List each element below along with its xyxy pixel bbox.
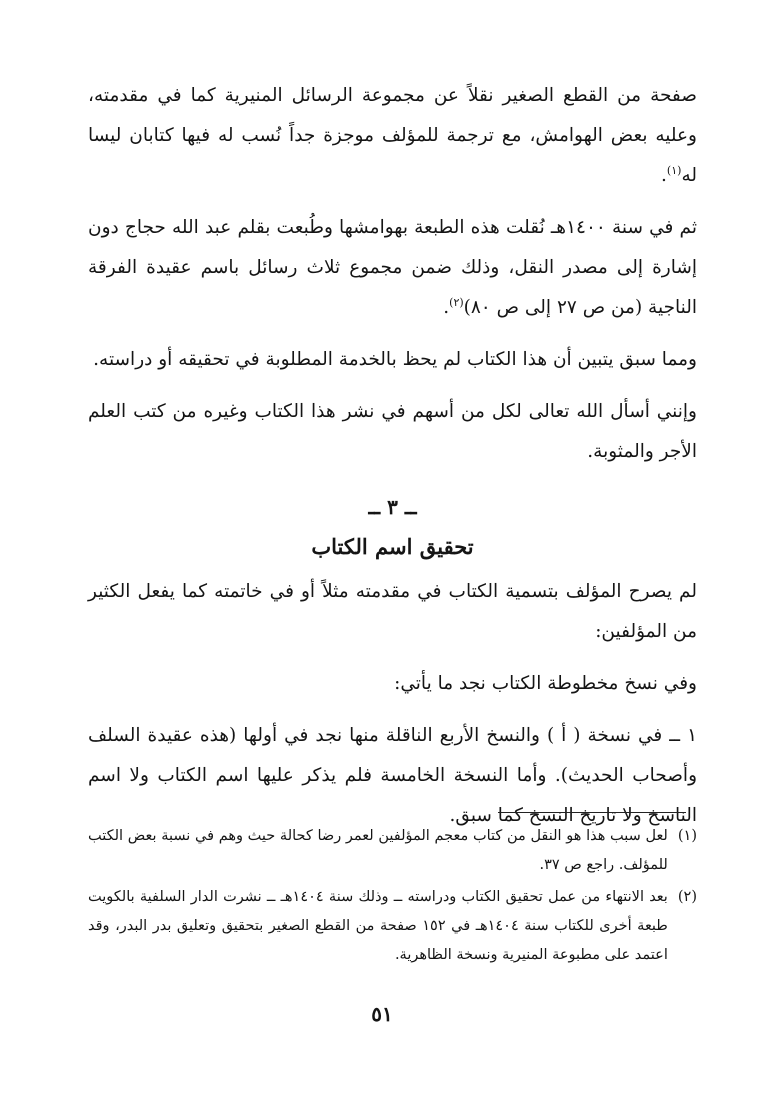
footnote-2-marker: (٢) xyxy=(677,889,697,905)
section-paragraph-3: ١ ــ في نسخة ( أ ) والنسخ الأربع الناقلة منها نجد في أولها (هذه عقيدة السلف وأصحاب الحديث). وأما النسخة الخامسة فلم يذكر عليها اسم الكتاب ولا اسم الناسخ ولا تاريخ النسخ كما سبق. xyxy=(88,725,697,826)
section-paragraph-1: لم يصرح المؤلف بتسمية الكتاب في مقدمته مثلاً أو في خاتمته كما يفعل الكثير من المؤلفين: xyxy=(88,581,697,642)
paragraph-2 xyxy=(88,208,697,328)
main-text xyxy=(88,76,697,836)
footnotes xyxy=(88,822,697,973)
paragraph-1 xyxy=(88,76,697,196)
footnote-separator xyxy=(498,812,686,813)
section-number: ــ ٣ ــ xyxy=(368,495,417,519)
footnote-2-text: بعد الانتهاء من عمل تحقيق الكتاب ودراسته ــ وذلك سنة ١٤٠٤هـ ــ نشرت الدار السلفية بالكويت طبعة أخرى للكتاب سنة ١٤٠٤هـ في ١٥٢ صفحة من القطع الصغير بتحقيق وتعليق بدر البدر، وقد اعتمد على مطبوعة المنيرية ونسخة الظاهرية. xyxy=(88,889,668,963)
footnote-2 xyxy=(88,883,697,970)
page-number: ٥١ xyxy=(371,1002,393,1026)
paragraph-2-text: ثم في سنة ١٤٠٠هـ نُقلت هذه الطبعة بهوامشها وطُبعت بقلم عبد الله حجاج دون إشارة إلى مصدر النقل، وذلك ضمن مجموع ثلاث رسائل باسم عقيدة الفرقة الناجية (من ص ٢٧ إلى ص ٨٠) xyxy=(88,217,697,318)
paragraph-2-tail: . xyxy=(443,297,450,318)
section-paragraph-2: وفي نسخ مخطوطة الكتاب نجد ما يأتي: xyxy=(394,673,697,694)
footnote-1 xyxy=(88,822,697,880)
paragraph-4: وإنني أسأل الله تعالى لكل من أسهم في نشر هذا الكتاب وغيره من كتب العلم الأجر والمثوبة. xyxy=(88,401,697,462)
paragraph-3: ومما سبق يتبين أن هذا الكتاب لم يحظ بالخدمة المطلوبة في تحقيقه أو دراسته. xyxy=(93,349,697,370)
section-title: تحقيق اسم الكتاب xyxy=(311,534,474,559)
paragraph-1-tail: . xyxy=(661,165,667,186)
paragraph-1-text: صفحة من القطع الصغير نقلاً عن مجموعة الرسائل المنيرية كما في مقدمته، وعليه بعض الهوامش، مع ترجمة للمؤلف موجزة جداً نُسب له فيها كتابان ليسا له xyxy=(88,85,697,186)
footnote-1-text: لعل سبب هذا هو النقل من كتاب معجم المؤلفين لعمر رضا كحالة حيث وهم في نسبة بعض الكتب للمؤلف. راجع ص ٣٧. xyxy=(88,828,668,873)
footnote-ref-1: (١) xyxy=(666,163,682,177)
footnote-ref-2: (٢) xyxy=(449,295,464,309)
footnote-1-marker: (١) xyxy=(677,828,697,844)
